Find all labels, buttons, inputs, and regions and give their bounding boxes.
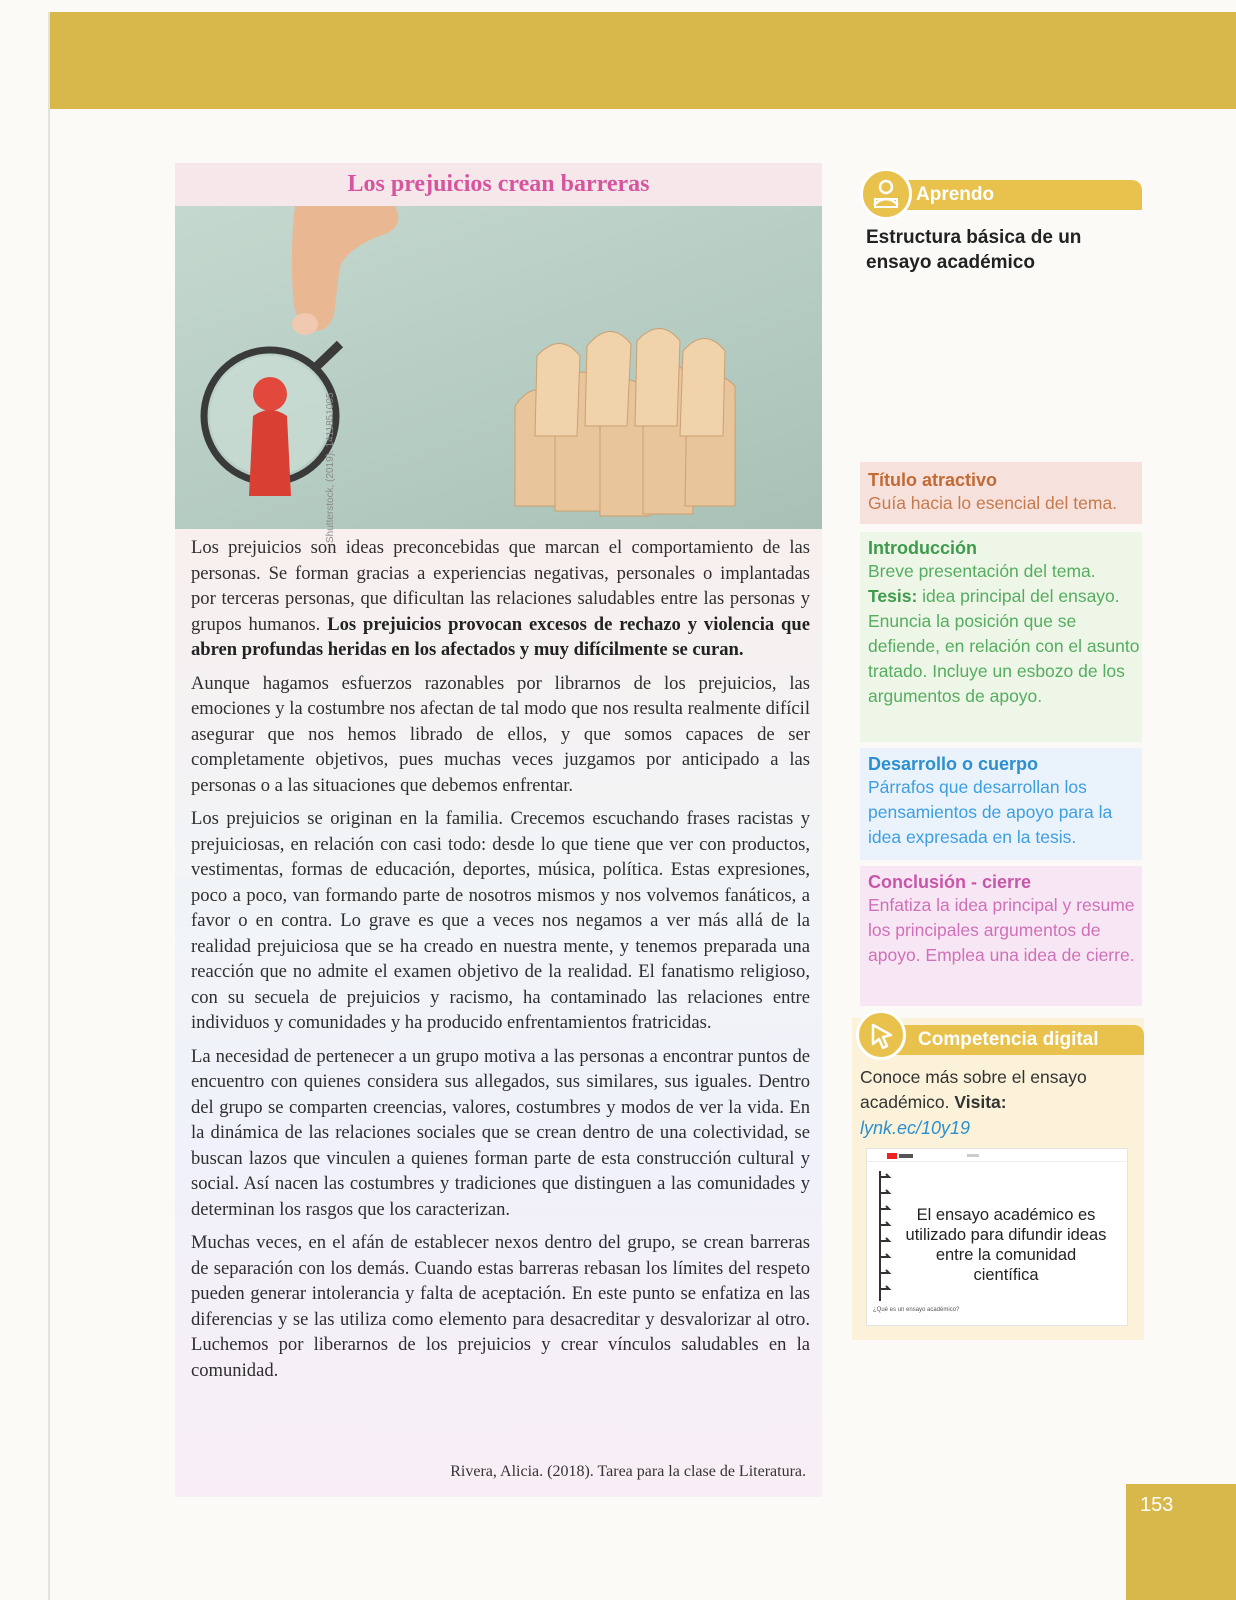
wooden-figures-group — [515, 329, 735, 517]
top-color-band — [50, 12, 1236, 109]
article-body — [191, 535, 810, 1391]
red-figure-head — [253, 377, 287, 411]
section-conclusion — [860, 866, 1142, 1006]
section-text: Enfatiza la idea principal y resume los principales argumentos de apoyo. Emplea una idea de cierre. — [868, 895, 1135, 965]
thesis-label: Tesis: — [868, 586, 918, 606]
red-figure-body — [249, 410, 291, 496]
reader-icon — [860, 168, 912, 220]
hand-shape — [292, 206, 398, 331]
cursor-click-icon — [856, 1010, 906, 1060]
magnifier-handle — [315, 344, 340, 368]
competencia-link[interactable]: lynk.ec/10y19 — [860, 1118, 971, 1138]
section-desarrollo — [860, 748, 1142, 860]
competencia-digital-panel — [852, 1018, 1144, 1340]
section-heading: Título atractivo — [868, 470, 998, 490]
competencia-header-label: Competencia digital — [918, 1029, 1099, 1050]
section-heading: Conclusión - cierre — [868, 872, 1032, 892]
section-text: Guía hacia lo esencial del tema. — [868, 493, 1118, 513]
paragraph-4: La necesidad de pertenecer a un grupo motiva a las personas a encontrar puntos de encuentro con quienes considera sus allegados, sus similares, sus iguales. Dentro del grupo se comparten creencias, valores, costumbres y modos de ver la vida. En la dinámica de las relaciones sociales que se crean dentro de una colectividad, se buscan lazos que vinculen a quienes forman parte de esta construcción cultural y social. Así nacen las costumbres y tradiciones que distinguen a las comunidades y determinan los rasgos que los caracterizan. — [191, 1045, 810, 1220]
paragraph-2: Aunque hagamos esfuerzos razonables por librarnos de los prejuicios, las emociones y la costumbre nos afectan de tal modo que nos resulta realmente difícil asegurar que nos hemos librado de ellos, y que somos capaces de ser completamente objetivos, pues muchas veces juzgamos por anticipado a las personas o a las situaciones que debemos enfrentar. — [191, 672, 810, 796]
page-left-edge — [48, 12, 50, 1600]
thesis-text: Tesis: idea principal del ensayo. Enuncia la posición que se defiende, en relación con el asunto tratado. Incluye un esbozo de los argumentos de apoyo. — [868, 586, 1140, 706]
video-thumbnail[interactable] — [866, 1148, 1128, 1326]
photo-credit: Shutterstock, (2019). 1411851005 — [325, 392, 336, 543]
section-heading: Desarrollo o cuerpo — [868, 754, 1039, 774]
section-titulo — [860, 462, 1142, 524]
page-number-box — [1126, 1484, 1236, 1600]
video-caption: ¿Qué es un ensayo académico? — [873, 1307, 960, 1313]
page-number: 153 — [1140, 1494, 1174, 1516]
fingertip — [292, 313, 318, 335]
competencia-text: Conoce más sobre el ensayo académico. Visita: — [860, 1067, 1087, 1112]
article-panel — [175, 163, 822, 1497]
magnifier-and-figures-illustration — [175, 206, 822, 529]
paragraph-1: Los prejuicios son ideas preconcebidas que marcan el comportamiento de las personas. Se forman gracias a experiencias negativas, personales o implantadas por terceras personas, que dificultan las relaciones saludables entre las personas y grupos humanos. Los prejuicios provocan excesos de rechazo y violencia que abren profundas heridas en los afectados y muy difícilmente se curan. — [191, 537, 810, 660]
article-citation: Rivera, Alicia. (2018). Tarea para la clase de Literatura. — [450, 1463, 806, 1480]
play-icon — [887, 1153, 897, 1159]
paragraph-5: Muchas veces, en el afán de establecer nexos dentro del grupo, se crean barreras de separación con los demás. Cuando estas barreras rebasan los límites del respeto pueden generar intolerancia y falta de aceptación. En este punto se enfatiza en las diferencias y se las utiliza como elemento para desacreditar y desvalorizar al otro. Luchemos por liberarnos de los prejuicios y crear vínculos saludables en la comunidad. — [191, 1232, 810, 1381]
aprendo-title: Estructura básica de un ensayo académico — [866, 227, 1082, 273]
video-title: El ensayo académico es utilizado para difundir ideas entre la comunidad científica — [905, 1206, 1107, 1284]
competencia-header — [868, 1025, 1144, 1055]
section-text: Breve presentación del tema. — [868, 561, 1096, 581]
article-title: Los prejuicios crean barreras — [175, 163, 822, 206]
aprendo-panel — [860, 180, 1142, 965]
section-text: Párrafos que desarrollan los pensamientos de apoyo para la idea expresada en la tesis. — [868, 777, 1113, 847]
prejudice-photo — [175, 206, 822, 529]
section-introduccion — [860, 532, 1142, 742]
paragraph-1-bold: Los prejuicios provocan excesos de rechazo y violencia que abren profundas heridas en los afectados y muy difícilmente se curan. — [191, 613, 810, 660]
aprendo-header — [876, 180, 1142, 210]
notebook-spiral-icon — [877, 1171, 893, 1301]
section-heading: Introducción — [868, 538, 977, 558]
aprendo-header-label: Aprendo — [916, 184, 995, 205]
paragraph-3: Los prejuicios se originan en la familia. Crecemos escuchando frases racistas y prejuiciosas, en relación con casi todo: desde lo que tiene que ver con productos, vestimentas, formas de educación, deportes, música, política. Estas expresiones, poco a poco, van formando parte de nosotros mismos y nos volvemos fanáticos, a favor o en contra. Lo grave es que a veces nos negamos a ver más allá de la realidad prejuiciosa que se ha creado en nuestra mente, y tenemos preparada una reacción que no admite el examen objetivo de la realidad. El fanatismo religioso, con su secuela de prejuicios y racismo, ha contaminado las relaciones entre individuos y comunidades y ha producido enfrentamientos fratricidas. — [191, 808, 810, 1033]
video-toolbar — [867, 1149, 1127, 1162]
